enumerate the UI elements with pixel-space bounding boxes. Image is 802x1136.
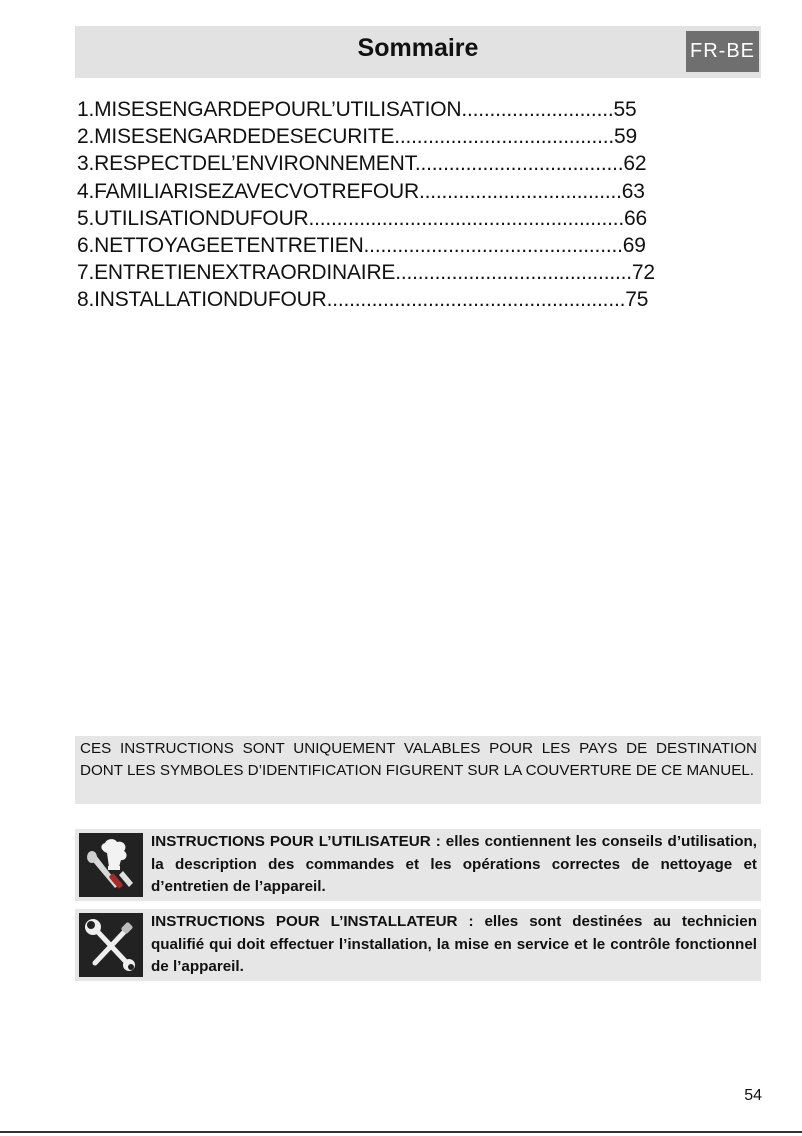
header-bar bbox=[75, 26, 761, 78]
toc-item-dots: ....................................... bbox=[394, 125, 615, 149]
toc-item[interactable] bbox=[77, 178, 737, 205]
toc-item-dots: ........................................................ bbox=[308, 206, 625, 230]
toc-item[interactable] bbox=[77, 259, 737, 286]
page-title: Sommaire bbox=[357, 34, 479, 62]
toc-item-page: 69 bbox=[622, 233, 646, 257]
toc-item[interactable] bbox=[77, 286, 737, 313]
page-number: 54 bbox=[744, 1087, 762, 1104]
toc-item-label: 6.NETTOYAGEETENTRETIEN bbox=[77, 233, 364, 257]
language-badge: FR-BE bbox=[686, 31, 759, 72]
toc-item-page: 55 bbox=[613, 98, 637, 121]
user-instructions-text: INSTRUCTIONS POUR L’UTILISATEUR : elles contiennent les conseils d’utilisation, la description des commandes et les opérations correctes de nettoyage et d’entretien de l’appareil. bbox=[151, 833, 757, 895]
toc-item-page: 59 bbox=[614, 125, 637, 149]
installer-instructions-box bbox=[75, 909, 761, 981]
toc-item-label: 3.RESPECTDEL’ENVIRONNEMENT bbox=[77, 152, 415, 176]
toc-item-dots: ..................................................... bbox=[326, 288, 626, 312]
table-of-contents bbox=[77, 96, 737, 314]
toc-item-dots: ..................................... bbox=[414, 152, 624, 176]
toc-item-page: 62 bbox=[623, 152, 647, 176]
toc-item-page: 63 bbox=[621, 179, 645, 203]
toc-item-label: 1.MISESENGARDEPOURL’UTILISATION bbox=[77, 98, 462, 121]
toc-item-page: 72 bbox=[631, 261, 655, 285]
toc-item[interactable] bbox=[77, 150, 737, 177]
chef-hat-icon bbox=[79, 833, 143, 897]
user-instructions-box bbox=[75, 829, 761, 901]
toc-item-dots: .............................................. bbox=[363, 233, 623, 257]
toc-item-dots: .......................................... bbox=[395, 261, 632, 285]
toc-item-page: 75 bbox=[625, 288, 649, 312]
toc-item-page: 66 bbox=[624, 206, 647, 230]
toc-item-dots: .................................... bbox=[418, 179, 622, 203]
installer-instructions-text: INSTRUCTIONS POUR L’INSTALLATEUR : elles sont destinées au technicien qualifié qui doit effectuer l’installation, la mise en service et le contrôle fonctionnel de l’appareil. bbox=[151, 913, 757, 975]
toc-item-label: 7.ENTRETIENEXTRAORDINAIRE bbox=[77, 261, 396, 285]
toc-item-dots: ........................... bbox=[461, 98, 614, 121]
toc-item-label: 4.FAMILIARISEZAVECVOTREFOUR bbox=[77, 179, 419, 203]
toc-item[interactable] bbox=[77, 232, 737, 259]
toc-item[interactable] bbox=[77, 123, 737, 150]
toc-item-label: 2.MISESENGARDEDESECURITE bbox=[77, 125, 395, 149]
toc-item-label: 5.UTILISATIONDUFOUR bbox=[77, 206, 309, 230]
toc-item-label: 8.INSTALLATIONDUFOUR bbox=[77, 288, 327, 312]
wrench-screwdriver-icon bbox=[79, 913, 143, 977]
bottom-divider bbox=[0, 1131, 802, 1133]
country-notice: CES INSTRUCTIONS SONT UNIQUEMENT VALABLES POUR LES PAYS DE DESTINATION DONT LES SYMBOLES D’IDENTIFICATION FIGURENT SUR LA COUVERTURE DE CE MANUEL. bbox=[75, 736, 761, 804]
toc-item[interactable] bbox=[77, 205, 737, 232]
toc-item[interactable] bbox=[77, 96, 737, 123]
